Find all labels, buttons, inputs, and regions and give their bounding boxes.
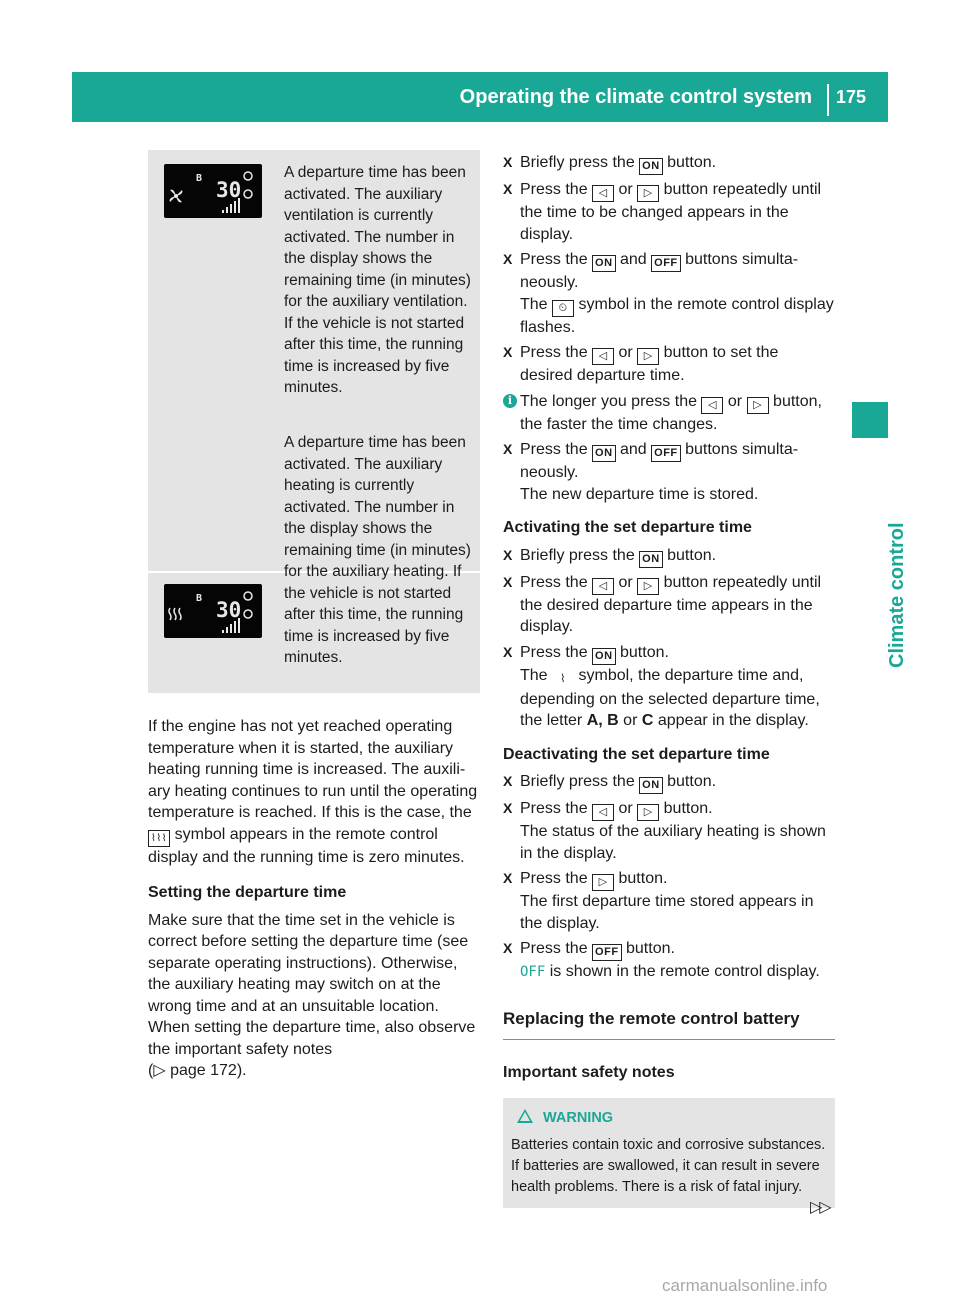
step-marker-icon: X — [503, 344, 513, 360]
off-button-icon: OFF — [651, 445, 681, 462]
on-button-icon: ON — [639, 777, 663, 794]
on-button-icon: ON — [639, 158, 663, 175]
step-marker-icon: X — [503, 181, 513, 197]
on-button-icon: ON — [592, 255, 616, 272]
heading-activating: Activating the set departure time — [503, 519, 752, 536]
step-marker-icon: X — [503, 251, 513, 267]
left-button-icon: ◁ — [592, 185, 614, 202]
step-marker-icon: X — [503, 573, 513, 590]
page-title: Operating the climate control system — [459, 86, 812, 108]
warning-text: Batteries contain toxic and corrosive substances. If batteries are swallowed, it can result in severe health problems. There is a risk of fatal injury. — [511, 1136, 826, 1195]
step-marker-icon: X — [503, 800, 513, 816]
right-button-icon: ▷ — [747, 397, 769, 414]
step-marker-icon: X — [503, 546, 513, 563]
heading-battery: Replacing the remote control battery — [503, 1008, 835, 1041]
list-item: X Press the ◁ or ▷ button to set the desired departure time. — [503, 344, 779, 384]
page-reference-link[interactable]: (▷ page 172). — [148, 1062, 247, 1079]
right-button-icon: ▷ — [637, 804, 659, 821]
warning-box — [503, 1098, 835, 1208]
continue-arrow-icon: ▷▷ — [810, 1199, 829, 1216]
step-marker-icon: X — [503, 940, 513, 956]
on-button-icon: ON — [639, 551, 663, 568]
heat-symbol-icon: ⌇⌇⌇ — [148, 830, 170, 847]
warning-icon — [517, 1109, 533, 1123]
display-table — [148, 150, 480, 693]
left-button-icon: ◁ — [592, 348, 614, 365]
paragraph-text: symbol appears in the remote control display and the running time is zero minutes. — [148, 825, 465, 866]
step-marker-icon: X — [503, 154, 513, 170]
heading-safety: Important safety notes — [503, 1064, 675, 1081]
list-item: X Press the ◁ or ▷ button repeatedly until the desired departure time appears in the display. — [503, 573, 822, 635]
list-item: X Briefly press the ON button. — [503, 545, 835, 568]
on-button-icon: ON — [592, 445, 616, 462]
list-item: X Briefly press the ON button. — [503, 771, 835, 794]
page-number: 175 — [836, 87, 867, 107]
section-tab-marker — [852, 402, 888, 438]
lcd-number: 30 — [216, 598, 242, 622]
off-button-icon: OFF — [592, 944, 622, 961]
heat-icon — [164, 584, 262, 638]
paragraph-text: Make sure that the time set in the vehicle is correct before setting the departure time (see separate operating instructions). Otherwise, the auxiliary heating may switch on at the wrong time and at an unsuitable location. When setting the departure time, also observe the important safety notes — [148, 911, 476, 1058]
left-column — [148, 716, 482, 1082]
step-marker-icon: X — [503, 441, 513, 457]
heating-symbol-icon: ⌇ — [560, 672, 566, 685]
info-note: i The longer you press the ◁ or ▷ button, the faster the time changes. — [503, 391, 835, 436]
page-header — [72, 72, 888, 122]
list-item: X Press the ◁ or ▷ button. The status of the auxiliary heating is shown in the display. — [503, 800, 826, 862]
paragraph-setting-departure — [148, 910, 482, 1082]
list-item: X Press the ON and OFF buttons simultaneously. The new departure time is stored. — [503, 441, 799, 503]
right-button-icon: ▷ — [637, 348, 659, 365]
step-marker-icon: X — [503, 643, 513, 660]
left-button-icon: ◁ — [592, 578, 614, 595]
off-display-text: OFF — [520, 964, 546, 980]
list-item: X Press the ON and OFF buttons simultaneously. The ⏲ symbol in the remote control display flashes. — [503, 251, 834, 336]
right-column — [503, 152, 835, 1208]
lcd-number: 30 — [216, 178, 242, 202]
step-marker-icon: X — [503, 870, 513, 886]
heading-deactivating: Deactivating the set departure time — [503, 745, 770, 763]
on-button-icon: ON — [592, 648, 616, 665]
heading-setting-departure: Setting the departure time — [148, 884, 347, 901]
step-marker-icon: X — [503, 773, 513, 789]
table-row-text: A departure time has been activated. The auxiliary ventilation is currently activated. The number in the display shows the remaining time (in minutes) for the auxiliary ventilation. If the vehicle is not started after this time, the running time is increased by five minutes. — [284, 164, 471, 396]
list-item: X Press the ON button. The ⌇ symbol, the departure time and, depending on the selected departure time, the letter A, B or C appear in the display. — [503, 643, 820, 729]
remote-display-image-heating — [164, 584, 262, 638]
left-button-icon: ◁ — [592, 804, 614, 821]
right-button-icon: ▷ — [637, 578, 659, 595]
lcd-letter: B — [196, 593, 203, 604]
lcd-letter: B — [196, 173, 203, 184]
list-item: X Press the ◁ or ▷ button repeatedly until the time to be changed appears in the display. — [503, 181, 822, 243]
info-icon: i — [503, 394, 517, 408]
watermark: carmanualsonline.info — [662, 1276, 828, 1295]
right-button-icon: ▷ — [637, 185, 659, 202]
header-divider — [827, 84, 829, 116]
paragraph-running-time — [148, 716, 482, 868]
right-button-icon: ▷ — [592, 874, 614, 891]
left-button-icon: ◁ — [701, 397, 723, 414]
table-row-text: A departure time has been activated. The auxiliary heating is currently activated. The number in the display shows the remaining time (in minutes) for the auxiliary heating. If the vehicle is not started after this time, the running time is increased by five minutes. — [284, 434, 471, 666]
list-item: X Press the OFF button. OFF is shown in the remote control display. — [503, 940, 820, 980]
fan-icon — [164, 164, 262, 218]
remote-display-image-ventilation — [164, 164, 262, 218]
list-item: X Press the ▷ button. The first departure time stored appears in the display. — [503, 870, 814, 932]
paragraph-text: If the engine has not yet reached operating temperature when it is started, the auxiliary heating running time is increased. The auxiliary heating continues to run until the operating temperature is reached. If this is the case, the — [148, 718, 478, 821]
off-button-icon: OFF — [651, 255, 681, 272]
clock-symbol-icon: ⏲ — [552, 300, 574, 317]
section-side-label: Climate control — [886, 522, 908, 668]
warning-title: WARNING — [543, 1109, 614, 1126]
list-item: X Briefly press the ON button. — [503, 152, 835, 175]
